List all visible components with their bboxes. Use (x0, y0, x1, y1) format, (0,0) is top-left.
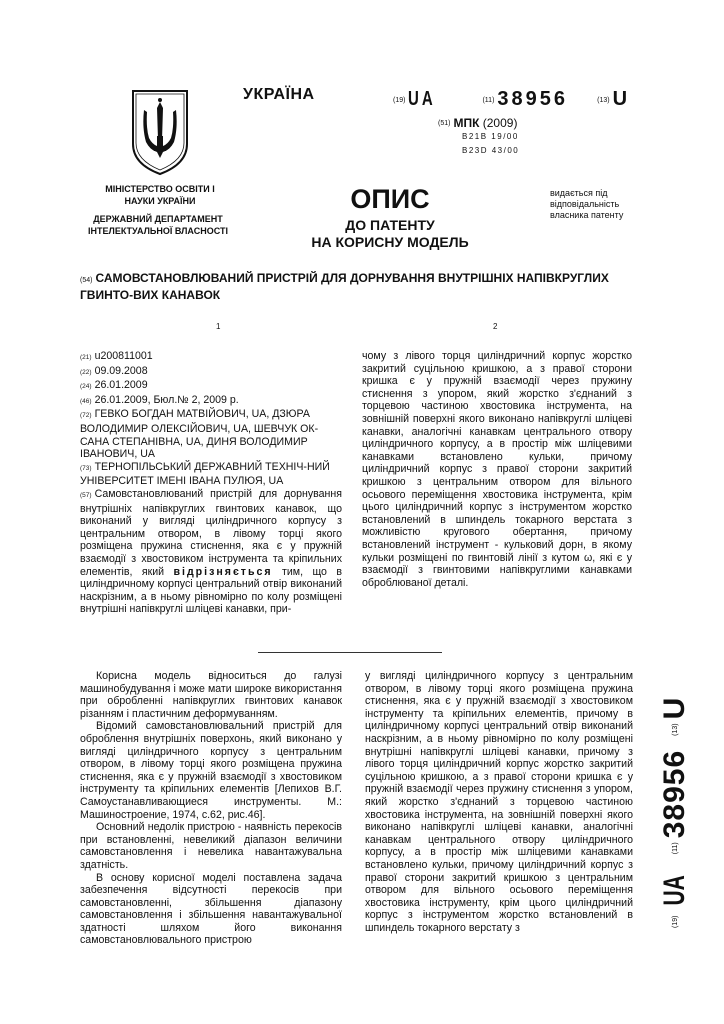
ipc-year: (2009) (482, 116, 518, 130)
patent-owner: ТЕРНОПІЛЬСЬКИЙ ДЕРЖАВНИЙ ТЕХНІЧ-НИЙ УНІВЕРСИТЕТ ІМЕНІ ІВАНА ПУЛЮЯ, UA (80, 460, 330, 488)
bibliographic-data (80, 350, 342, 616)
field-51-code: (51) (438, 120, 451, 127)
invention-title (80, 271, 660, 303)
claim-text-part-1: Самовстановлюваний пристрій для дорнування внутрішніх напівкруглих гвинтових канавок, що виконаний у вигляді циліндричного корпусу з центральним отвором, в лівому торці якого розміщена пружина стиснення, яка є у пружній взаємодії з хвостовиком інструмента та кріпильних елементів, який (80, 487, 342, 578)
field-19-code: (19) (393, 97, 406, 104)
document-subtitle (290, 217, 490, 251)
country-code: UA (408, 88, 437, 110)
field-57-code: (57) (80, 491, 92, 499)
coat-of-arms-emblem (130, 88, 190, 176)
field-24-code: (24) (80, 383, 92, 391)
patent-number-row (393, 88, 627, 111)
ipc-class-2: B23D 43/00 (462, 146, 520, 155)
country-name: УКРАЇНА (243, 86, 315, 103)
description-paragraph: Корисна модель відноситься до галузі машинобудування і може мати широке використання при обробленні напівкруглих гвинтових канавок різанням і пластичним деформуванням. (80, 670, 342, 720)
side-code-11: (11) (671, 842, 679, 855)
side-kind-code: U (658, 696, 691, 720)
claim-continuation: чому з лівого торця циліндричний корпус жорстко закритий суцільною кришкою, а з правої сторони кришка є у пружній взаємодії через пружину стиснення з упором, який жорстко з'єднаний з торцевою частиною хвостовика інструмента, на зовнішній поверхні якого виконано напівкруглі шліцеві канавки, аналогічні канавкам центрального отвору циліндричного корпусу, а в простір між шліцевими канавками встановлено кульки, причому циліндричний корпус з правої сторони закритий кришкою з центральним отвором для вільного осьового переміщення хвостовика інструмента, крім цього циліндричний корпус з інструментом жорстко встановлений в шпиндель токарного верстата з можливістю кругового обертання, причому встановлений інструмент - кульковий дорн, в якому кульки розміщені по гвинтовій лінії з кутом ω, які є у взаємодії з гвинтовими напівкруглими канавками оброблюваної деталі. (362, 350, 632, 589)
field-57-claim (80, 488, 342, 616)
publication-date: 26.01.2009, Бюл.№ 2, 2009 р. (94, 393, 239, 406)
application-number: u200811001 (94, 350, 153, 362)
side-code-13: (13) (671, 723, 679, 736)
document-type-title: ОПИС (350, 184, 430, 214)
ipc-label: МПК (453, 116, 480, 130)
document-subtitle-line-1: ДО ПАТЕНТУ (345, 217, 435, 233)
description-paragraph: у вигляді циліндричного корпусу з центральним отвором, в лівому торці якого розміщена пружина стиснення, яка є у пружній взаємодії з хвостовиком інструменту та кріпильних елементів, причому в циліндричному корпусі центральний отвір виконаний наскрізним, а в ньому рівномірно по колу розміщені внутрішні напівкруглі шліцеві канавки, причому з лівого торця циліндричний корпус жорстко закритий суцільною кришкою, а з правої сторони кришка є у пружній взаємодії через пружину стиснення з упором, який жорстко з'єднаний з торцевою частиною хвостовика інструмента, на зовнішній поверхні якого виконано напівкруглі шліцеві канавки, аналогічні канавкам центрального отвору циліндричного корпусу, а в простір між шліцевими канавками встановлено кульки, причому циліндричний корпус з правої сторони закритий кришкою з центральним отвором для вільного осьового переміщення хвостовика інструменту, крім цього циліндричний корпус з інструментом жорстко встановлений в шпиндель токарного верстату з (365, 670, 633, 934)
patent-number: 38956 (497, 88, 569, 110)
side-number: 38956 (658, 749, 691, 839)
claim-text-part-2: тим, що в циліндричному корпусі центральний отвір виконаний наскрізним, а в ньому рівномірно по колу розміщені внутрішні напівкруглі шліцеві канавки, при- (80, 565, 342, 616)
field-73-code: (73) (80, 464, 92, 472)
field-21 (80, 350, 342, 365)
ministry-name: МІНІСТЕРСТВО ОСВІТИ І НАУКИ УКРАЇНИ (105, 184, 215, 206)
field-22-code: (22) (80, 368, 92, 376)
department-name: ДЕРЖАВНИЙ ДЕПАРТАМЕНТ ІНТЕЛЕКТУАЛЬНОЇ ВЛАСНОСТІ (88, 214, 228, 236)
description-right-column (365, 670, 633, 934)
field-46 (80, 394, 342, 409)
side-country-code: UA (658, 874, 691, 906)
column-number-right: 2 (493, 322, 498, 331)
column-number-left: 1 (216, 322, 221, 331)
field-13-code: (13) (597, 97, 610, 104)
description-paragraph: Основний недолік пристрою - наявність перекосів при встановленні, невеликий діапазон величини самовстановлення і невелика навантажувальна здатність. (80, 821, 342, 871)
description-paragraph: Відомий самовстановлювальний пристрій для оброблення внутрішніх поверхонь, який виконано у вигляді циліндричного корпусу з центральним отвором, в лівому торці якого розміщена пружина стиснення, яка є у пружній взаємодії з хвостовиком інструменту та кріпильних елементів [Лепихов В.Г. Самоустанавливающиеся инструменты. М.: Машиностроение, 1974, с.62, рис.46]. (80, 720, 342, 821)
claim-characterizing-word: відрізняється (173, 565, 273, 578)
section-separator (258, 652, 442, 653)
published-note: видається під відповідальність власника патенту (550, 188, 624, 220)
side-code-19: (19) (671, 915, 679, 928)
field-73 (80, 461, 342, 488)
field-11-code: (11) (482, 97, 495, 104)
field-21-code: (21) (80, 354, 92, 361)
field-22 (80, 365, 342, 380)
effective-date: 26.01.2009 (94, 379, 148, 392)
side-patent-number (655, 532, 695, 932)
field-54-code: (54) (80, 277, 93, 284)
ipc-class-1: B21B 19/00 (462, 132, 519, 141)
description-paragraph: В основу корисної моделі поставлена задача забезпечення відсутності перекосів при самовстановленні, збільшення діапазону самовстановлення і збільшення навантажувальної здатності шляхом його виконання самовстановлювального пристрою (80, 871, 342, 947)
description-left-column (80, 670, 342, 947)
field-72-code: (72) (80, 412, 92, 420)
kind-code: U (612, 88, 628, 110)
field-46-code: (46) (80, 397, 92, 405)
invention-title-text: САМОВСТАНОВЛЮВАНИЙ ПРИСТРІЙ ДЛЯ ДОРНУВАННЯ ВНУТРІШНІХ НАПІВКРУГЛИХ ГВИНТО-ВИХ КАНАВОК (80, 271, 609, 302)
document-subtitle-line-2: НА КОРИСНУ МОДЕЛЬ (311, 234, 469, 250)
filing-date: 09.09.2008 (94, 364, 148, 377)
inventors: ГЕВКО БОГДАН МАТВІЙОВИЧ, UA, ДЗЮРА ВОЛОДИМИР ОЛЕКСІЙОВИЧ, UA, ШЕВЧУК ОК-САНА СТЕПАНІВНА, UA, ДИНЯ ВОЛОДИМИР ІВАНОВИЧ, UA (80, 408, 319, 461)
field-72 (80, 408, 342, 460)
ipc-row (438, 116, 517, 130)
field-24 (80, 379, 342, 394)
